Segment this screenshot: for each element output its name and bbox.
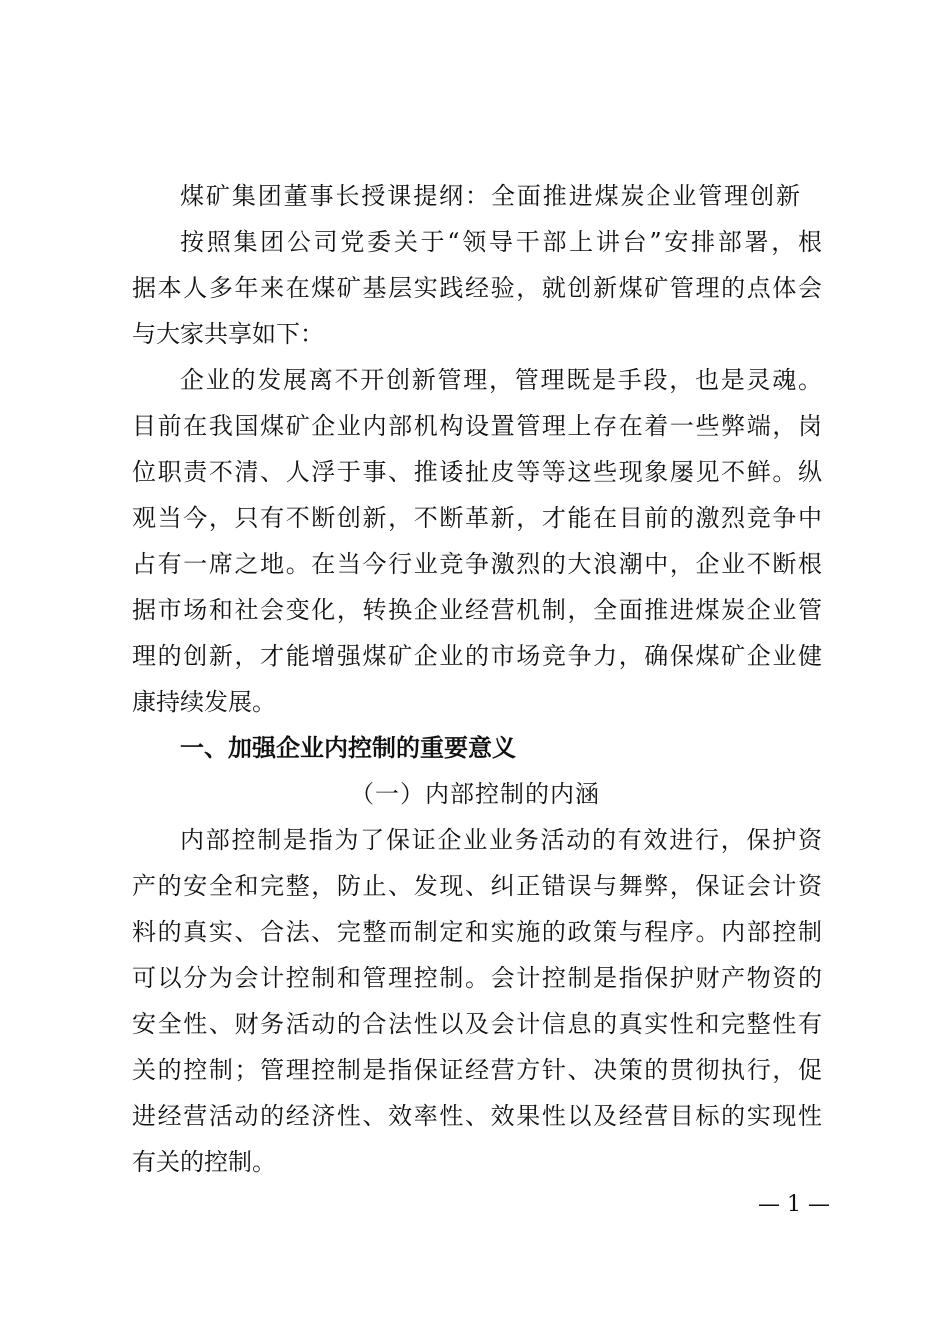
subsection-heading: （一）内部控制的内涵 [350,780,600,808]
intro-line: 与大家共享如下： [132,320,324,348]
paragraph-line: 产的安全和完整，防止、发现、纠正错误与舞弊，保证会计资 [132,872,822,900]
document-title: 煤矿集团董事长授课提纲：全面推进煤炭企业管理创新 [180,182,800,210]
paragraph-line: 内部控制是指为了保证企业业务活动的有效进行，保护资 [180,826,822,854]
section-heading: 一、加强企业内控制的重要意义 [180,734,516,762]
paragraph-line: 料的真实、合法、完整而制定和实施的政策与程序。内部控制 [132,918,822,946]
paragraph-line: 进经营活动的经济性、效率性、效果性以及经营目标的实现性 [132,1102,822,1130]
paragraph-line: 可以分为会计控制和管理控制。会计控制是指保护财产物资的 [132,964,822,992]
paragraph-line: 安全性、财务活动的合法性以及会计信息的真实性和完整性有 [132,1010,822,1038]
paragraph-line: 有关的控制。 [132,1148,276,1176]
page-number: — 1 — [758,1192,830,1217]
paragraph-line: 关的控制；管理控制是指保证经营方针、决策的贯彻执行，促 [132,1056,822,1084]
paragraph-line: 占有一席之地。在当今行业竞争激烈的大浪潮中，企业不断根 [132,550,822,578]
paragraph-line: 企业的发展离不开创新管理，管理既是手段，也是灵魂。 [180,366,822,394]
paragraph-line: 据市场和社会变化，转换企业经营机制，全面推进煤炭企业管 [132,596,822,624]
paragraph-line: 观当今，只有不断创新，不断革新，才能在目前的激烈竞争中 [132,504,822,532]
intro-line: 据本人多年来在煤矿基层实践经验，就创新煤矿管理的点体会 [132,274,822,302]
intro-line: 按照集团公司党委关于“领导干部上讲台”安排部署，根 [180,228,822,256]
paragraph-line: 理的创新，才能增强煤矿企业的市场竞争力，确保煤矿企业健 [132,642,822,670]
paragraph-line: 康持续发展。 [132,688,276,716]
paragraph-line: 目前在我国煤矿企业内部机构设置管理上存在着一些弊端，岗 [132,412,822,440]
paragraph-line: 位职责不清、人浮于事、推诿扯皮等等这些现象屡见不鲜。纵 [132,458,822,486]
